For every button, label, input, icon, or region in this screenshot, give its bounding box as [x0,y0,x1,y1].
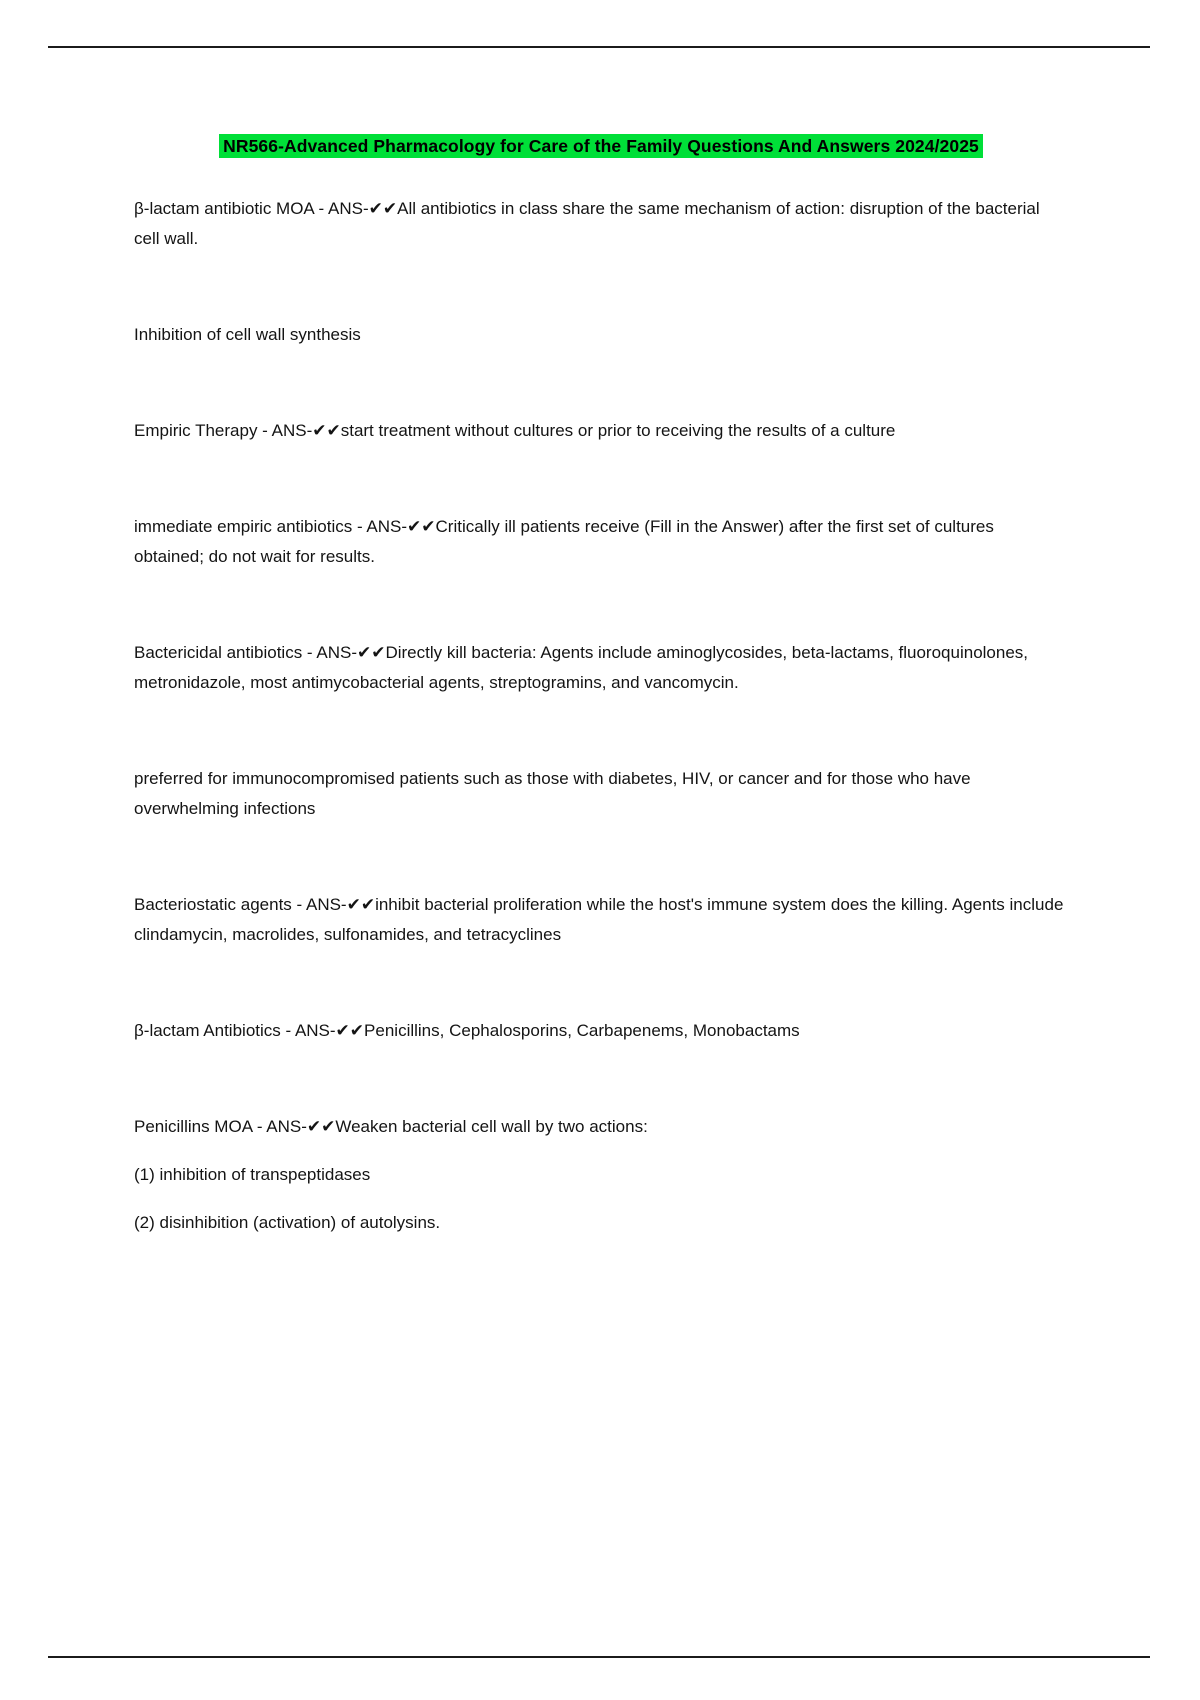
qa-block [134,1112,1068,1238]
bottom-border-line [48,1656,1150,1658]
paragraph-line: Inhibition of cell wall synthesis [134,325,361,344]
qa-block [134,512,1068,572]
paragraph-line: Empiric Therapy - ANS-✔✔start treatment without cultures or prior to receiving the results of a culture [134,421,896,440]
paragraph-line: Bacteriostatic agents - ANS-✔✔inhibit bacterial proliferation while the host's immune system does the killing. Agents include clindamycin, macrolides, sulfonamides, and tetracyclines [134,895,1064,944]
title-row [134,134,1068,158]
document-body [134,194,1068,1238]
paragraph-line: Penicillins MOA - ANS-✔✔Weaken bacterial cell wall by two actions: [134,1117,648,1136]
paragraph-line: preferred for immunocompromised patients such as those with diabetes, HIV, or cancer and for those who have overwhelming infections [134,769,971,818]
top-border-line [48,46,1150,48]
document-content [134,134,1068,1304]
qa-block [134,320,1068,350]
paragraph-line: (2) disinhibition (activation) of autolysins. [134,1213,441,1232]
paragraph-line: immediate empiric antibiotics - ANS-✔✔Critically ill patients receive (Fill in the Answer) after the first set of cultures obtained; do not wait for results. [134,517,994,566]
qa-block [134,890,1068,950]
paragraph-line: β-lactam antibiotic MOA - ANS-✔✔All antibiotics in class share the same mechanism of action: disruption of the bacterial cell wall. [134,199,1040,248]
page-title: NR566-Advanced Pharmacology for Care of the Family Questions And Answers 2024/2025 [219,134,983,158]
paragraph-line: β-lactam Antibiotics - ANS-✔✔Penicillins, Cephalosporins, Carbapenems, Monobactams [134,1021,800,1040]
paragraph-line: (1) inhibition of transpeptidases [134,1165,371,1184]
qa-block [134,764,1068,824]
paragraph-line: Bactericidal antibiotics - ANS-✔✔Directly kill bacteria: Agents include aminoglycosides, beta-lactams, fluoroquinolones, metronidazole, most antimycobacterial agents, streptogramins, and vancomycin. [134,643,1029,692]
qa-block [134,194,1068,254]
qa-block [134,416,1068,446]
qa-block [134,1016,1068,1046]
qa-block [134,638,1068,698]
